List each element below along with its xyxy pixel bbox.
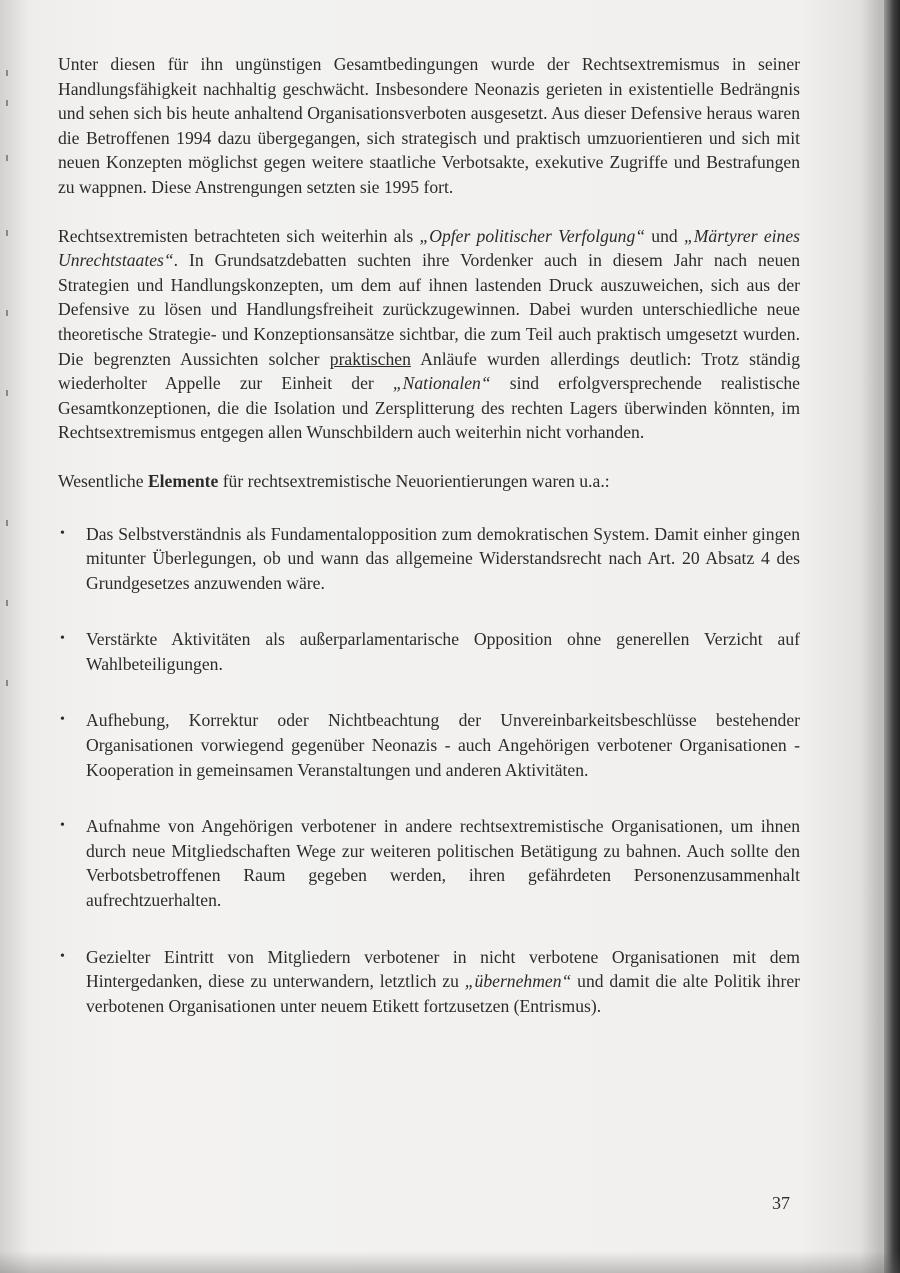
list-item-text: Aufnahme von Angehörigen verbotener in andere rechtsextremistische Organisationen, um ihnen durch neue Mitgliedschaften Wege zur weiteren politischen Betätigung zu bahnen. Auch sollte den Verbotsbetroffenen Raum gegeben werden, ihren gefährdeten Personenzusammenhalt aufrechtzuerhalten.: [86, 816, 800, 911]
quote-uebernehmen: „übernehmen“: [464, 971, 572, 992]
list-item-text: Verstärkte Aktivitäten als außerparlamentarische Opposition ohne generellen Verzicht auf Wahlbeteiligungen.: [86, 629, 800, 674]
list-item: [58, 708, 800, 782]
page-number: 37: [772, 1193, 790, 1213]
list-item: [58, 814, 800, 912]
text-segment: sind erfolgversprechende realistische Gesamtkonzeptionen, die die Isolation und Zersplitterung des rechten Lagers überwinden könnten, im Rechtsextremismus entgegen allen Wunschbildern auch weiterhin nicht vorhanden.: [58, 373, 800, 443]
paragraph-victims: [58, 224, 800, 445]
paragraph-intro: Unter diesen für ihn ungünstigen Gesamtbedingungen wurde der Rechtsextremismus in seiner Handlungsfähigkeit nachhaltig geschwächt. Insbesondere Neonazis gerieten in existentielle Bedrängnis und sehen sich bis heute anhaltend Organisationsverboten ausgesetzt. Aus dieser Defensive heraus waren die Betroffenen 1994 dazu übergegangen, sich strategisch und praktisch umzuorientieren und sich mit neuen Konzepten möglichst gegen weitere staatliche Verbotsakte, exekutive Zugriffe und Bestrafungen zu wappnen. Diese Anstrengungen setzten sie 1995 fort.: [58, 54, 800, 197]
list-item: [58, 522, 800, 596]
bullet-icon: •: [60, 948, 65, 964]
bullet-icon: •: [60, 525, 65, 541]
bullet-icon: •: [60, 631, 65, 647]
list-item-text: Gezielter Eintritt von Mitgliedern verbotener in nicht verbotene Organisationen mit dem Hintergedanken, diese zu unterwandern, letztlich zu: [86, 946, 800, 992]
text-segment: Anläufe wurden allerdings deutlich: Trotz ständig wiederholter Appelle zur Einheit der: [58, 348, 801, 394]
bottom-shadow: [0, 1251, 900, 1273]
binding-marks: [6, 60, 12, 960]
list-item: [58, 627, 800, 676]
list-item: [58, 945, 800, 1019]
bullet-icon: •: [60, 818, 65, 834]
paragraph-elements-intro: [58, 469, 800, 494]
binding-shadow: [884, 0, 900, 1273]
quote-opfer: „Opfer politischer Verfolgung“: [419, 225, 646, 246]
text-segment: Wesentliche: [58, 470, 148, 491]
underlined-word: praktischen: [329, 348, 411, 369]
bullet-icon: •: [60, 712, 65, 728]
page-body: [58, 52, 800, 1050]
elements-list: [58, 522, 800, 1019]
list-item-text: Aufhebung, Korrektur oder Nichtbeachtung der Unvereinbarkeitsbeschlüsse bestehender Organisationen vorwiegend gegenüber Neonazis - auch Angehörigen verbotener Organisationen - Kooperation in gemeinsamen Veranstaltungen und anderen Aktivitäten.: [86, 710, 800, 780]
text-segment: Rechtsextremisten betrachteten sich weiterhin als: [58, 225, 420, 246]
text-segment: für rechtsextremistische Neuorientierungen waren u.a.:: [218, 470, 610, 491]
text-segment: . In Grundsatzdebatten suchten ihre Vordenker auch in diesem Jahr nach neuen Strategien und Handlungskonzepten, um dem auf ihnen lastenden Druck auszuweichen, sich aus der Defensive zu lösen und Handlungsfreiheit zurückzugewinnen. Dabei wurden unterschiedliche neue theoretische Strategie- und Konzeptionsansätze sichtbar, die zum Teil auch praktisch umgesetzt wurden. Die begrenzten Aussichten solcher: [58, 250, 800, 369]
bold-term: Elemente: [147, 470, 219, 491]
text-segment: und: [645, 225, 684, 246]
list-item-text: und damit die alte Politik ihrer verbotenen Organisationen unter neuem Etikett fortzusetzen (Entrismus).: [86, 971, 800, 1016]
quote-nationalen: „Nationalen“: [392, 373, 491, 394]
list-item-text: Das Selbstverständnis als Fundamentalopposition zum demokratischen System. Damit einher gingen mitunter Überlegungen, ob und wann das allgemeine Widerstandsrecht nach Art. 20 Absatz 4 des Grundgesetzes anzuwenden wäre.: [86, 523, 800, 593]
quote-maertyrer: „Märtyrer eines Unrechtstaates“: [58, 225, 800, 271]
